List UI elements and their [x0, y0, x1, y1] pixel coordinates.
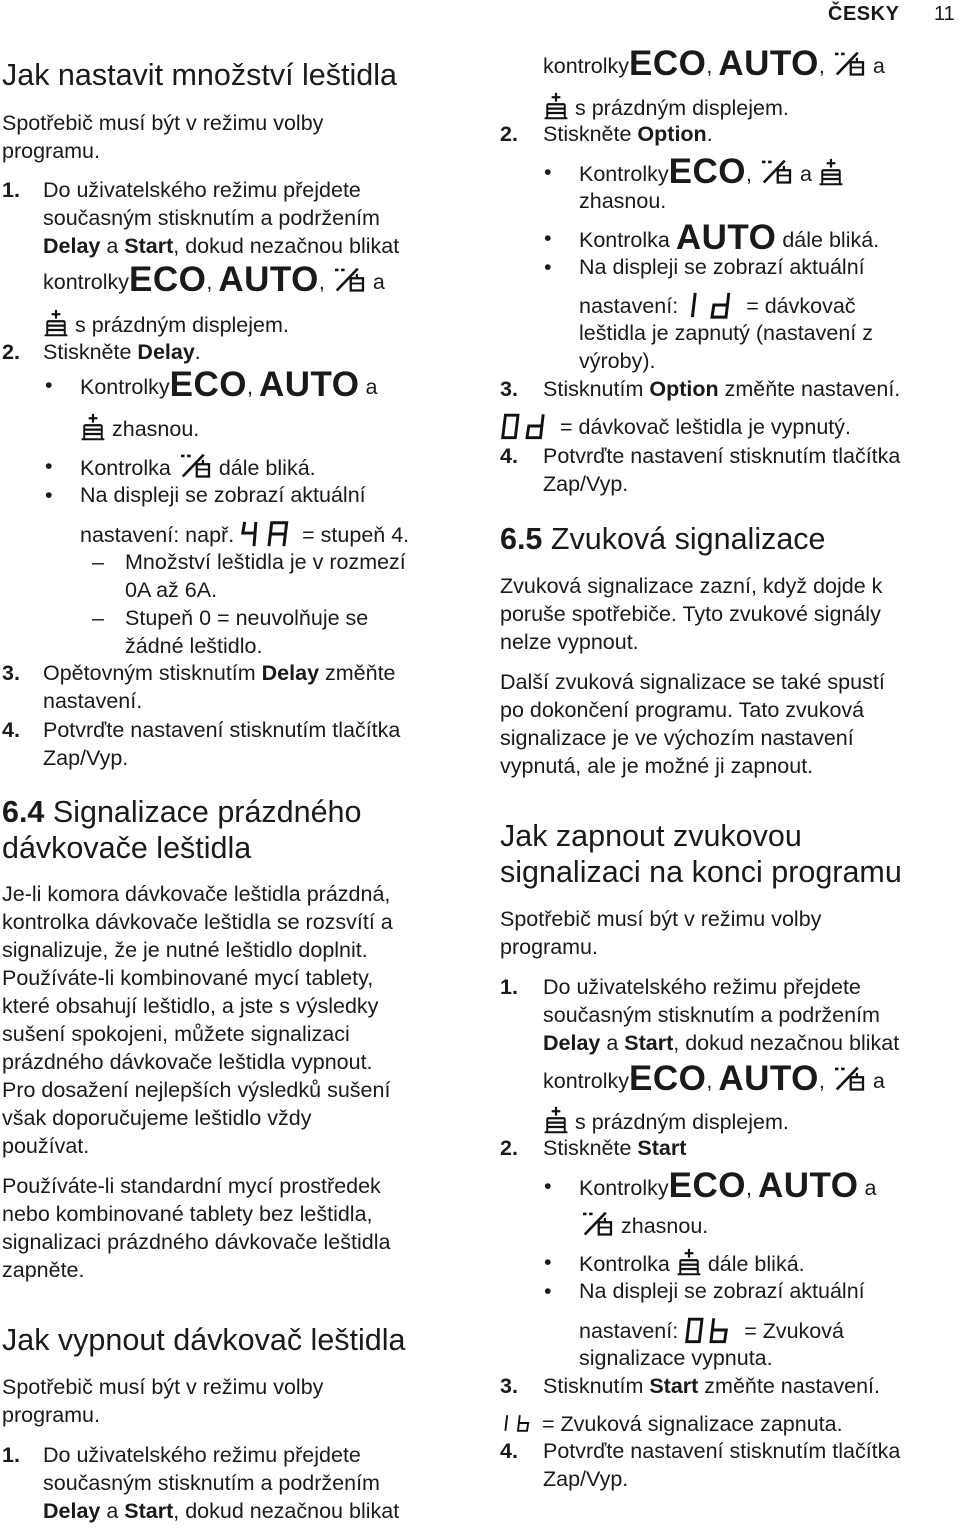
step-text: Stiskněte Delay. — [43, 340, 201, 364]
paragraph-line: Pro dosažení nejlepších výsledků sušení — [2, 1078, 391, 1102]
bullet-text: KontrolkyECO, AUTO a — [80, 365, 378, 404]
paragraph-line: prázdného dávkovače leštidla vypnout. — [2, 1050, 373, 1074]
eco-indicator: ECO — [169, 365, 247, 404]
bullet: • — [544, 1250, 552, 1274]
bullet-text: zhasnou. — [80, 413, 199, 443]
step-text: = dávkovač leštidla je vypnutý. — [500, 412, 851, 441]
bullet-text: Kontrolka AUTO dále bliká. — [579, 218, 880, 257]
eco-indicator: ECO — [629, 1059, 707, 1098]
step-text: Do uživatelského režimu přejdete — [43, 1443, 361, 1467]
rinse-aid-icon — [579, 1210, 615, 1238]
intro-line: programu. — [2, 139, 100, 163]
step-text: s prázdným displejem. — [43, 309, 289, 339]
paragraph-line: signalizace je ve výchozím nastavení — [500, 726, 854, 750]
delay-key: Delay — [43, 234, 101, 258]
step-text: Stiskněte Start — [543, 1136, 687, 1160]
intro-line: programu. — [2, 1403, 100, 1427]
bullet-text: KontrolkyECO, AUTO a — [579, 1166, 877, 1205]
step-text: Zap/Vyp. — [543, 472, 629, 496]
step-number: 3. — [500, 377, 518, 401]
display-0d-icon — [500, 412, 554, 440]
intro-line: programu. — [500, 935, 598, 959]
auto-indicator: AUTO — [757, 1166, 859, 1205]
bullet-text: Kontrolka dále bliká. — [579, 1248, 805, 1278]
bullet: • — [45, 373, 53, 397]
dash: – — [92, 550, 104, 574]
paragraph-line: vypnutá, ale je možné ji zapnout. — [500, 754, 814, 778]
display-1b-icon — [500, 1409, 536, 1437]
dishwasher-icon — [543, 1106, 569, 1134]
intro-line: Spotřebič musí být v režimu volby — [500, 907, 822, 931]
display-1d-icon — [684, 291, 740, 319]
bullet-text: KontrolkyECO, a — [579, 158, 844, 188]
auto-indicator: AUTO — [258, 365, 360, 404]
step-number: 4. — [2, 718, 20, 742]
bullet-text: nastavení: = dávkovač — [579, 291, 856, 320]
step-text: kontrolkyECO, AUTO, a — [543, 1059, 885, 1098]
step-number: 1. — [2, 1443, 20, 1467]
start-key: Start — [124, 234, 174, 258]
section-title-disable-dispenser: Jak vypnout dávkovač leštidla — [2, 1323, 406, 1357]
auto-indicator: AUTO — [718, 1059, 819, 1098]
step-text: Do uživatelského režimu přejdete — [43, 178, 361, 202]
auto-indicator: AUTO — [718, 44, 819, 83]
paragraph-line: které obsahují leštidlo, a jste s výsledky — [2, 994, 379, 1018]
rinse-aid-icon — [831, 1065, 867, 1093]
bullet: • — [544, 226, 552, 250]
paragraph-line: poruše spotřebiče. Tyto zvukové signály — [500, 602, 881, 626]
step-text: Delay a Start, dokud nezačnou blikat — [43, 1499, 400, 1523]
intro-line: Spotřebič musí být v režimu volby — [2, 111, 324, 135]
bullet: • — [45, 483, 53, 507]
step-text: Potvrďte nastavení stisknutím tlačítka — [543, 444, 901, 468]
paragraph-line: po dokončení programu. Tato zvuková — [500, 698, 865, 722]
paragraph-line: Používáte-li standardní mycí prostředek — [2, 1174, 381, 1198]
step-text: Do uživatelského režimu přejdete — [543, 975, 861, 999]
step-number: 3. — [500, 1374, 518, 1398]
paragraph-line: Používáte-li kombinované mycí tablety, — [2, 966, 374, 990]
step-text: Stisknutím Option změňte nastavení. — [543, 377, 901, 401]
dishwasher-icon — [43, 309, 69, 337]
dash-text: Stupeň 0 = neuvolňuje se — [125, 606, 369, 630]
step-text: s prázdným displejem. — [543, 1106, 789, 1136]
step-number: 2. — [500, 1136, 518, 1160]
rinse-aid-icon — [177, 452, 213, 480]
step-text: Delay a Start, dokud nezačnou blikat — [543, 1031, 900, 1055]
step-text: s prázdným displejem. — [543, 92, 789, 122]
step-text: Zap/Vyp. — [543, 1467, 629, 1491]
step-text: Potvrďte nastavení stisknutím tlačítka — [543, 1439, 901, 1463]
section-title-rinse-amount: Jak nastavit množství leštidla — [2, 58, 397, 92]
display-0b-icon — [684, 1316, 738, 1344]
step-number: 3. — [2, 661, 20, 685]
paragraph-line: Zvuková signalizace zazní, když dojde k — [500, 574, 883, 598]
bullet-text: Na displeji se zobrazí aktuální — [80, 483, 366, 507]
bullet-text: leštidla je zapnutý (nastavení z — [579, 321, 873, 345]
step-number: 1. — [500, 975, 518, 999]
bullet-text: Na displeji se zobrazí aktuální — [579, 255, 865, 279]
eco-indicator: ECO — [668, 152, 746, 191]
bullet-text: Kontrolka dále bliká. — [80, 452, 316, 482]
step-text: současným stisknutím a podržením — [543, 1003, 880, 1027]
dash-text: 0A až 6A. — [125, 578, 218, 602]
dishwasher-icon — [80, 413, 106, 441]
bullet: • — [544, 255, 552, 279]
paragraph-line: však doporučujeme leštidlo vždy — [2, 1106, 312, 1130]
paragraph-line: Je-li komora dávkovače leštidla prázdná, — [2, 882, 391, 906]
step-number: 4. — [500, 444, 518, 468]
bullet-text: zhasnou. — [579, 1210, 708, 1240]
section-title-sound-signal: 6.5 Zvuková signalizace — [500, 522, 826, 556]
dishwasher-icon — [543, 92, 569, 120]
bullet-text: nastavení: = Zvuková — [579, 1316, 844, 1345]
dishwasher-icon — [818, 158, 844, 186]
step-text: Zap/Vyp. — [43, 746, 129, 770]
step-text: Delay a Start, dokud nezačnou blikat — [43, 234, 400, 258]
eco-indicator: ECO — [129, 260, 207, 299]
step-number: 4. — [500, 1439, 518, 1463]
bullet-text: výroby). — [579, 349, 656, 373]
step-number: 2. — [2, 340, 20, 364]
eco-indicator: ECO — [629, 44, 707, 83]
eco-indicator: ECO — [668, 1166, 746, 1205]
step-number: 2. — [500, 122, 518, 146]
rinse-aid-icon — [758, 158, 794, 186]
paragraph-line: nebo kombinované tablety bez leštidla, — [2, 1202, 373, 1226]
paragraph-line: signalizaci prázdného dávkovače leštidla — [2, 1230, 391, 1254]
step-text: současným stisknutím a podržením — [43, 1471, 380, 1495]
bullet: • — [544, 160, 552, 184]
paragraph-line: sušení spokojeni, můžete signalizaci — [2, 1022, 350, 1046]
intro-line: Spotřebič musí být v režimu volby — [2, 1375, 324, 1399]
language-label: ČESKY — [828, 3, 900, 25]
section-title-end-signal: Jak zapnout zvukovou — [500, 819, 802, 853]
bullet-text: nastavení: např. = stupeň 4. — [80, 520, 409, 549]
paragraph-line: používat. — [2, 1134, 90, 1158]
paragraph-line: signalizuje, že je nutné leštidlo doplnit. — [2, 938, 368, 962]
step-text: Stisknutím Start změňte nastavení. — [543, 1374, 880, 1398]
step-text: Opětovným stisknutím Delay změňte — [43, 661, 396, 685]
step-number: 1. — [2, 178, 20, 202]
auto-indicator: AUTO — [675, 218, 777, 257]
dishwasher-icon — [676, 1248, 702, 1276]
page-number: 11 — [934, 3, 955, 25]
paragraph-line: zapněte. — [2, 1258, 85, 1282]
bullet-text: signalizace vypnuta. — [579, 1346, 773, 1370]
section-title-end-signal: signalizaci na konci programu — [500, 855, 902, 889]
step-text: Potvrďte nastavení stisknutím tlačítka — [43, 718, 401, 742]
bullet-text: Na displeji se zobrazí aktuální — [579, 1279, 865, 1303]
step-text: = Zvuková signalizace zapnuta. — [500, 1409, 843, 1438]
dash-text: žádné leštidlo. — [125, 634, 263, 658]
step-text: kontrolkyECO, AUTO, a — [543, 44, 885, 83]
section-title-empty-dispenser: dávkovače leštidla — [2, 831, 252, 865]
rinse-aid-icon — [831, 50, 867, 78]
dash: – — [92, 606, 104, 630]
display-4a-icon — [240, 520, 296, 548]
step-text: kontrolkyECO, AUTO, a — [43, 260, 385, 299]
bullet: • — [544, 1279, 552, 1303]
paragraph-line: kontrolka dávkovače leštidla se rozsvítí a — [2, 910, 393, 934]
section-title-empty-dispenser: 6.4 Signalizace prázdného — [2, 795, 362, 829]
step-text: Stiskněte Option. — [543, 122, 713, 146]
bullet-text: zhasnou. — [579, 189, 667, 213]
paragraph-line: nelze vypnout. — [500, 630, 639, 654]
auto-indicator: AUTO — [218, 260, 319, 299]
rinse-aid-icon — [331, 266, 367, 294]
paragraph-line: Další zvuková signalizace se také spustí — [500, 670, 885, 694]
bullet: • — [544, 1174, 552, 1198]
step-text: nastavení. — [43, 689, 143, 713]
dash-text: Množství leštidla je v rozmezí — [125, 550, 406, 574]
bullet: • — [45, 454, 53, 478]
step-text: současným stisknutím a podržením — [43, 206, 380, 230]
